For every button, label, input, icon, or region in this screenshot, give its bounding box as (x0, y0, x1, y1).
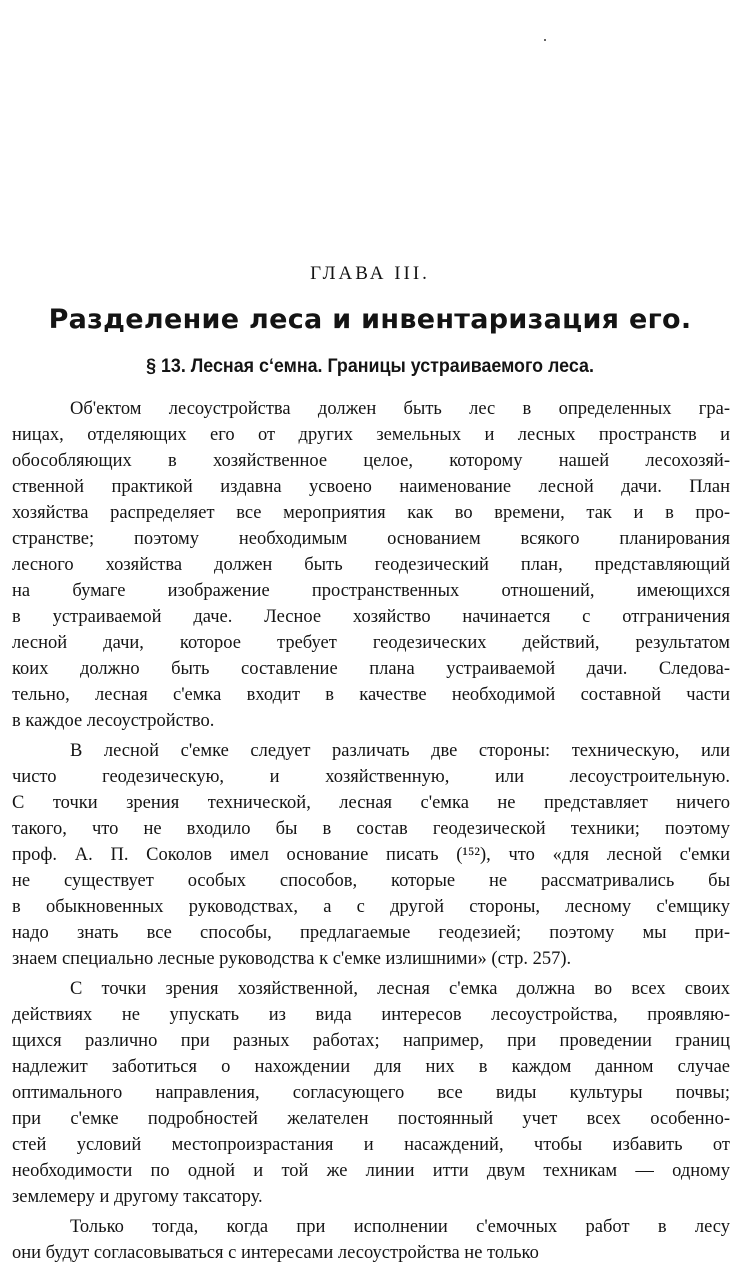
text-line: лесной дачи, которое требует геодезических действий, результатом (12, 633, 730, 653)
text-line: надо знать все способы, предлагаемые геодезией; поэтому мы при- (12, 923, 730, 943)
text-line: землемеру и другому таксатору. (12, 1187, 263, 1207)
text-line: на бумаге изображение пространственных отношений, имеющихся (12, 581, 730, 601)
text-line: оптимального направления, согласующего все виды культуры почвы; (12, 1083, 730, 1103)
text-line: ницах, отделяющих его от других земельных и лесных пространств и (12, 425, 730, 445)
paragraph (12, 1214, 730, 1266)
text-line: ственной практикой издавна усвоено наименование лесной дачи. План (12, 477, 730, 497)
paragraph (12, 976, 730, 1210)
text-line: чисто геодезическую, и хозяйственную, или лесоустроительную. (12, 767, 730, 787)
text-line: тельно, лесная с'емка входит в качестве необходимой составной части (12, 685, 730, 705)
text-line: в обыкновенных руководствах, а с другой стороны, лесному с'емщику (12, 897, 730, 917)
text-line: С точки зрения технической, лесная с'емка не представляет ничего (12, 793, 730, 813)
print-speck (544, 39, 546, 41)
chapter-title: Разделение леса и инвентаризация его. (48, 304, 692, 335)
text-line: Об'ектом лесоустройства должен быть лес в определенных гра- (70, 399, 730, 419)
text-line: действиях не упускать из вида интересов лесоустройства, проявляю- (12, 1005, 730, 1025)
chapter-label: ГЛАВА III. (310, 263, 430, 284)
text-line: странстве; поэтому необходимым основанием всякого планирования (12, 529, 730, 549)
text-line: В лесной с'емке следует различать две стороны: техническую, или (70, 741, 730, 761)
text-line: при с'емке подробностей желателен постоянный учет всех особенно- (12, 1109, 730, 1129)
text-line: обособляющих в хозяйственное целое, которому нашей лесохозяй- (12, 451, 730, 471)
text-line: С точки зрения хозяйственной, лесная с'емка должна во всех своих (70, 979, 730, 999)
paragraph (12, 396, 730, 734)
text-line: стей условий местопроизрастания и насаждений, чтобы избавить от (12, 1135, 730, 1155)
text-line: знаем специально лесные руководства к с'емке излишними» (стр. 257). (12, 949, 572, 969)
text-line: лесного хозяйства должен быть геодезический план, представляющий (12, 555, 730, 575)
text-line: такого, что не входило бы в состав геодезической техники; поэтому (12, 819, 730, 839)
text-line: не существует особых способов, которые не рассматривались бы (12, 871, 730, 891)
text-line: щихся различно при разных работах; например, при проведении границ (12, 1031, 730, 1051)
text-line: проф. А. П. Соколов имел основание писать (¹⁵²), что «для лесной с'емки (12, 845, 730, 865)
text-line: в каждое лесоустройство. (12, 711, 215, 731)
text-line: необходимости по одной и той же линии итти двум техникам — одному (12, 1161, 730, 1181)
text-line: надлежит заботиться о нахождении для них в каждом данном случае (12, 1057, 730, 1077)
text-line: хозяйства распределяет все мероприятия как во времени, так и в про- (12, 503, 730, 523)
text-line: коих должно быть составление плана устраиваемой дачи. Следова- (12, 659, 730, 679)
text-line: они будут согласовываться с интересами лесоустройства не только (12, 1243, 539, 1263)
text-line: в устраиваемой даче. Лесное хозяйство начинается с отграничения (12, 607, 730, 627)
section-heading: § 13. Лесная с‘емна. Границы устраиваемого леса. (146, 356, 594, 377)
text-line: Только тогда, когда при исполнении с'емочных работ в лесу (70, 1217, 730, 1237)
paragraph (12, 738, 730, 972)
body-text (12, 396, 730, 1270)
